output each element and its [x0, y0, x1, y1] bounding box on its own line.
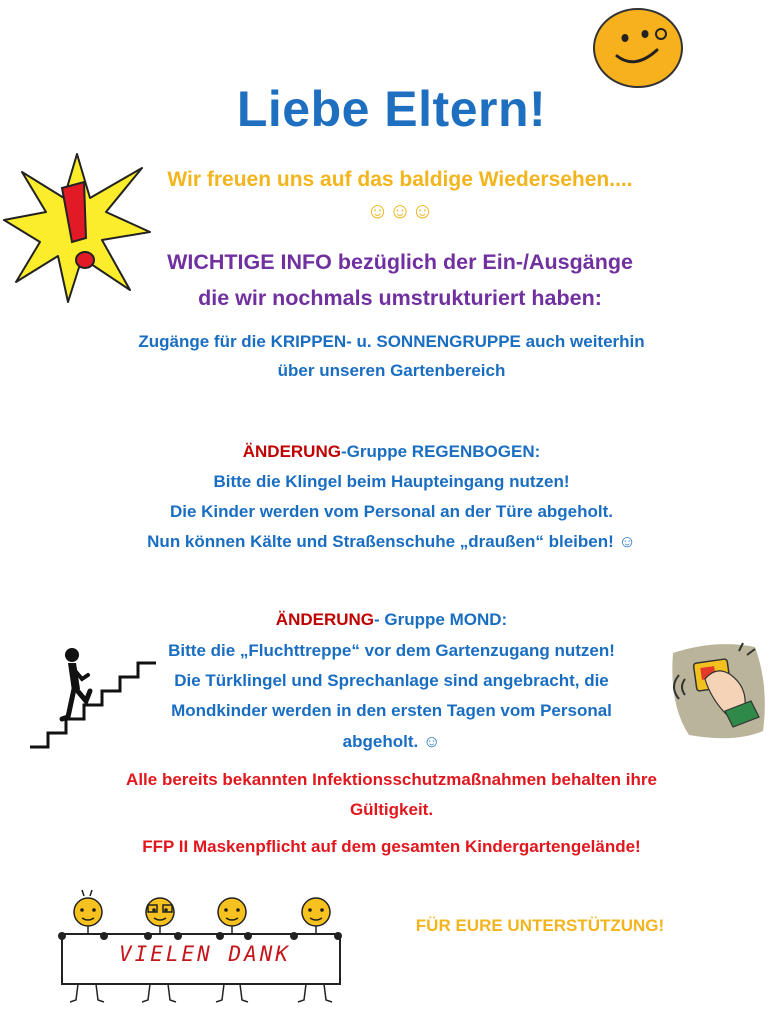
mond-line-3: Mondkinder werden in den ersten Tagen vom Personal — [171, 701, 612, 720]
regenbogen-heading — [40, 436, 743, 467]
access-line-1: Zugänge für die KRIPPEN- u. SONNENGRUPPE auch weiterhin — [138, 332, 645, 351]
page-title: Liebe Eltern! — [236, 81, 547, 137]
doorbell-hand-icon — [665, 635, 770, 745]
greeting: Wir freuen uns auf das baldige Wiedersehen.... — [167, 168, 633, 191]
regenbogen-line-3: Nun können Kälte und Straßenschuhe „draußen“ bleiben! ☺ — [147, 532, 636, 551]
mond-line-2: Die Türklingel und Sprechanlage sind angebracht, die — [174, 671, 609, 690]
change-label: ÄNDERUNG — [275, 610, 375, 629]
stairs-climber-icon — [28, 645, 163, 750]
mond-line-4: abgeholt. ☺ — [342, 732, 441, 751]
thank-you-crowd-icon — [48, 888, 348, 1008]
mond-group-title: - Gruppe MOND: — [374, 610, 508, 629]
measures-line-2: Gültigkeit. — [349, 800, 434, 819]
thanks-banner-text: VIELEN DANK — [118, 942, 292, 966]
mask-notice: FFP II Maskenpflicht auf dem gesamten Kindergartengelände! — [142, 837, 641, 856]
info-line-1: WICHTIGE INFO bezüglich der Ein-/Ausgänge — [167, 250, 633, 274]
change-label: ÄNDERUNG — [242, 442, 341, 461]
info-line-2: die wir nochmals umstrukturiert haben: — [198, 286, 602, 310]
smiley-row: ☺☺☺ — [366, 198, 434, 223]
mond-line-1: Bitte die „Fluchttreppe“ vor dem Gartenzugang nutzen! — [168, 641, 615, 660]
measures-line-1: Alle bereits bekannten Infektionsschutzmaßnahmen behalten ihre — [126, 770, 657, 789]
smiley-sun-icon — [585, 4, 695, 92]
regenbogen-line-1: Bitte die Klingel beim Haupteingang nutzen! — [213, 472, 570, 491]
regenbogen-line-2: Die Kinder werden vom Personal an der Türe abgeholt. — [169, 502, 614, 521]
regenbogen-group-title: -Gruppe REGENBOGEN: — [340, 442, 541, 461]
mond-heading — [40, 604, 743, 635]
access-line-2: über unseren Gartenbereich — [277, 361, 506, 380]
thanks-support-text: FÜR EURE UNTERSTÜTZUNG! — [415, 916, 665, 935]
